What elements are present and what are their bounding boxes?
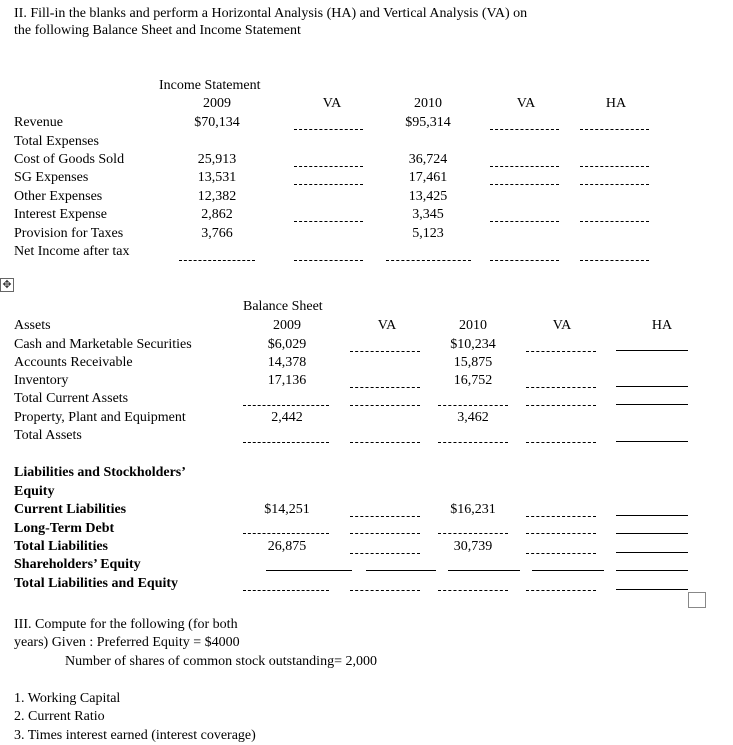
total-liab-equity-2010-blank[interactable] xyxy=(438,590,508,591)
balance-value-2010: 15,875 xyxy=(453,355,493,370)
income-va-blank[interactable] xyxy=(490,184,559,185)
balance-col-2009: 2009 xyxy=(273,318,301,333)
balance-va-blank[interactable] xyxy=(350,590,420,591)
balance-ha-blank[interactable] xyxy=(616,441,688,442)
section3-line3: Number of shares of common stock outstanding= 2,000 xyxy=(65,654,377,669)
total-assets-2010-blank[interactable] xyxy=(438,442,508,443)
income-value-2010: $95,314 xyxy=(405,115,451,130)
income-value-2009: 25,913 xyxy=(197,152,237,167)
liability-value-2009: 26,875 xyxy=(267,539,307,554)
balance-col-va-2009: VA xyxy=(377,318,397,333)
balance-row-label: Inventory xyxy=(14,373,69,388)
balance-row-label: Property, Plant and Equipment xyxy=(14,410,186,425)
balance-row-label: Cash and Marketable Securities xyxy=(14,337,192,352)
liability-row-label: Current Liabilities xyxy=(14,502,127,517)
income-row-label: Other Expenses xyxy=(14,189,103,204)
long-term-debt-2009-blank[interactable] xyxy=(243,533,329,534)
balance-value-2010: 16,752 xyxy=(453,373,493,388)
income-row-label: SG Expenses xyxy=(14,170,89,185)
long-term-debt-2010-blank[interactable] xyxy=(438,533,508,534)
balance-va-blank[interactable] xyxy=(526,533,596,534)
balance-va-blank[interactable] xyxy=(526,405,596,406)
balance-row-label: Total Assets xyxy=(14,428,82,443)
balance-ha-blank[interactable] xyxy=(616,589,688,590)
balance-ha-blank[interactable] xyxy=(616,386,688,387)
liability-row-label: Long-Term Debt xyxy=(14,521,115,536)
balance-col-2010: 2010 xyxy=(459,318,487,333)
balance-va-blank[interactable] xyxy=(350,351,420,352)
list-item: 1. Working Capital xyxy=(14,691,121,706)
equity-2010-blank[interactable] xyxy=(448,570,520,571)
income-col-va-2010: VA xyxy=(516,96,536,111)
income-value-2009: $70,134 xyxy=(194,115,240,130)
income-statement-title: Income Statement xyxy=(159,78,261,93)
income-va-blank[interactable] xyxy=(294,221,363,222)
income-value-2009: 3,766 xyxy=(201,226,233,241)
balance-col-va-2010: VA xyxy=(552,318,572,333)
liabilities-header-line2: Equity xyxy=(14,484,55,499)
income-ha-blank[interactable] xyxy=(580,260,649,261)
income-row-label: Provision for Taxes xyxy=(14,226,124,241)
assets-label: Assets xyxy=(14,318,51,333)
liability-value-2009: $14,251 xyxy=(264,502,310,517)
income-value-2010: 17,461 xyxy=(408,170,448,185)
balance-va-blank[interactable] xyxy=(526,590,596,591)
income-col-ha: HA xyxy=(605,96,627,111)
balance-ha-blank[interactable] xyxy=(616,552,688,553)
income-col-va-2009: VA xyxy=(322,96,342,111)
income-value-2010: 36,724 xyxy=(408,152,448,167)
balance-value-2009: 17,136 xyxy=(267,373,307,388)
total-current-assets-2010-blank[interactable] xyxy=(438,405,508,406)
balance-value-2010: $10,234 xyxy=(450,337,496,352)
income-value-2010: 13,425 xyxy=(408,189,448,204)
balance-ha-blank[interactable] xyxy=(616,515,688,516)
income-va-blank[interactable] xyxy=(294,184,363,185)
liability-row-label: Total Liabilities xyxy=(14,539,109,554)
income-ha-blank[interactable] xyxy=(580,221,649,222)
income-va-blank[interactable] xyxy=(490,129,559,130)
balance-value-2009: $6,029 xyxy=(267,337,307,352)
income-ha-blank[interactable] xyxy=(580,129,649,130)
balance-va-blank[interactable] xyxy=(350,516,420,517)
table-resize-handle-icon[interactable] xyxy=(688,592,706,608)
move-handle-icon[interactable]: ✥ xyxy=(0,278,14,292)
balance-va-blank[interactable] xyxy=(526,516,596,517)
balance-va-blank[interactable] xyxy=(366,570,436,571)
income-row-label: Cost of Goods Sold xyxy=(14,152,125,167)
income-ha-blank[interactable] xyxy=(580,166,649,167)
total-current-assets-2009-blank[interactable] xyxy=(243,405,329,406)
total-assets-2009-blank[interactable] xyxy=(243,442,329,443)
balance-row-label: Total Current Assets xyxy=(14,391,129,406)
liability-row-label: Shareholders’ Equity xyxy=(14,557,141,572)
income-va-blank[interactable] xyxy=(490,166,559,167)
income-row-label: Revenue xyxy=(14,115,63,130)
balance-va-blank[interactable] xyxy=(350,553,420,554)
balance-ha-blank[interactable] xyxy=(616,350,688,351)
balance-ha-blank[interactable] xyxy=(616,533,688,534)
income-value-2010: 5,123 xyxy=(412,226,444,241)
section2-heading-line1: II. Fill-in the blanks and perform a Horizontal Analysis (HA) and Vertical Analysis (VA) on xyxy=(14,6,528,21)
income-va-blank[interactable] xyxy=(490,221,559,222)
balance-col-ha: HA xyxy=(651,318,673,333)
section3-line2: years) Given : Preferred Equity = $4000 xyxy=(14,635,240,650)
liability-value-2010: 30,739 xyxy=(453,539,493,554)
equity-2009-blank[interactable] xyxy=(266,570,352,571)
net-income-2010-blank[interactable] xyxy=(386,260,471,261)
section2-heading-line2: the following Balance Sheet and Income Statement xyxy=(14,23,301,38)
liabilities-header-line1: Liabilities and Stockholders’ xyxy=(14,465,186,480)
section3-line1: III. Compute for the following (for both xyxy=(14,617,238,632)
liability-row-label: Total Liabilities and Equity xyxy=(14,576,179,591)
income-value-2009: 2,862 xyxy=(201,207,233,222)
net-income-2009-blank[interactable] xyxy=(179,260,255,261)
income-row-label: Interest Expense xyxy=(14,207,107,222)
balance-ha-blank[interactable] xyxy=(616,570,688,571)
balance-value-2010: 3,462 xyxy=(457,410,489,425)
total-liab-equity-2009-blank[interactable] xyxy=(243,590,329,591)
income-va-blank[interactable] xyxy=(294,166,363,167)
balance-va-blank[interactable] xyxy=(350,405,420,406)
balance-va-blank[interactable] xyxy=(526,553,596,554)
balance-va-blank[interactable] xyxy=(350,387,420,388)
income-row-label: Net Income after tax xyxy=(14,244,130,259)
balance-row-label: Accounts Receivable xyxy=(14,355,133,370)
balance-va-blank[interactable] xyxy=(526,387,596,388)
list-item: 2. Current Ratio xyxy=(14,709,105,724)
balance-sheet-title: Balance Sheet xyxy=(243,299,323,314)
balance-ha-blank[interactable] xyxy=(616,404,688,405)
balance-va-blank[interactable] xyxy=(526,442,596,443)
income-col-2009: 2009 xyxy=(203,96,231,111)
income-value-2009: 12,382 xyxy=(197,189,237,204)
balance-va-blank[interactable] xyxy=(526,351,596,352)
balance-va-blank[interactable] xyxy=(532,570,604,571)
income-col-2010: 2010 xyxy=(414,96,442,111)
income-va-blank[interactable] xyxy=(294,129,363,130)
income-value-2010: 3,345 xyxy=(412,207,444,222)
income-ha-blank[interactable] xyxy=(580,184,649,185)
list-item: 3. Times interest earned (interest coverage) xyxy=(14,728,256,743)
liability-value-2010: $16,231 xyxy=(450,502,496,517)
balance-value-2009: 14,378 xyxy=(267,355,307,370)
balance-value-2009: 2,442 xyxy=(271,410,303,425)
balance-va-blank[interactable] xyxy=(350,533,420,534)
income-row-label: Total Expenses xyxy=(14,134,99,149)
income-va-blank[interactable] xyxy=(490,260,559,261)
balance-va-blank[interactable] xyxy=(350,442,420,443)
income-va-blank[interactable] xyxy=(294,260,363,261)
income-value-2009: 13,531 xyxy=(197,170,237,185)
